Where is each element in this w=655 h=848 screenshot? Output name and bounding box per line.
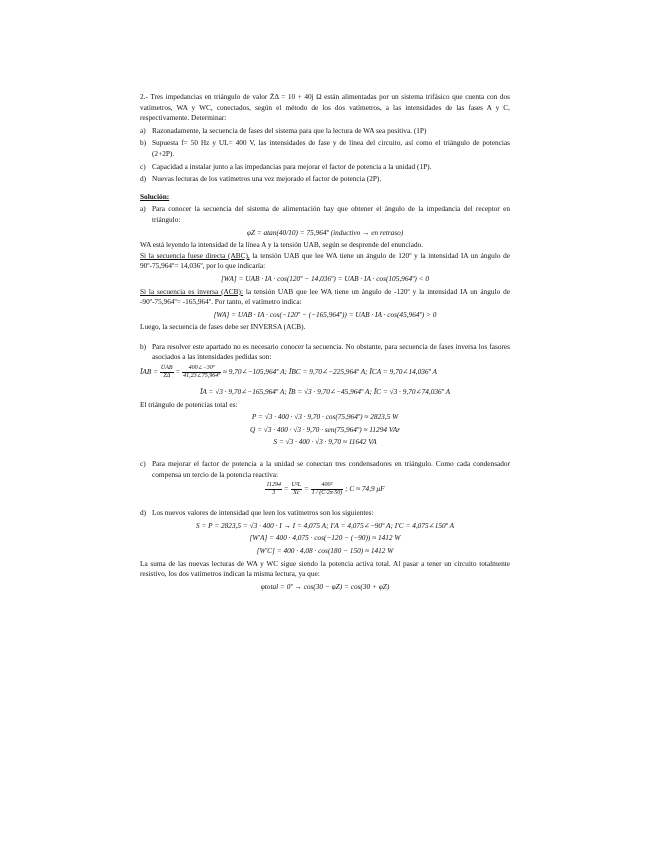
solution-d <box>140 508 510 519</box>
equation-wa-direct: [WA] = UAB · IA · cos(120º − 14,036º) = UAB · IA · cos(105,964º) < 0 <box>220 273 430 283</box>
solution-a-text: Para conocer la secuencia del sistema de alimentación hay que obtener el ángulo de la impedancia del receptor en triángulo: <box>152 204 510 224</box>
fraction-denominator: 1 / (C·2π·50) <box>311 490 343 497</box>
question-b-label: b) <box>140 138 147 148</box>
question-b-text: Supuesta f= 50 Hz y UL= 400 V, las intensidades de fase y de línea del circuito, así como el triángulo de potencias (2+2P). <box>152 138 510 158</box>
question-d-text: Nuevas lecturas de los vatímetros una vez mejorado el factor de potencia (2P). <box>152 174 382 184</box>
solution-c-text: Para mejorar el factor de potencia a la unidad se conectan tres condensadores en triángulo. Como cada condensador compensa un tercio de la potencia reactiva: <box>152 459 510 479</box>
fraction-ul-xc <box>291 482 302 497</box>
fraction-denominator: Z̄Δ <box>163 373 171 380</box>
question-d <box>140 174 510 185</box>
equation-reactive-power: Q = √3 · 400 · √3 · 9,70 · sen(75,964º) ≈ 11294 VAr <box>249 424 401 434</box>
question-a-label: a) <box>140 125 146 135</box>
solution-d-text: Los nuevos valores de intensidad que leen los vatímetros son los siguientes: <box>152 508 374 518</box>
power-triangle-intro: El triángulo de potencias total es: <box>140 399 238 409</box>
fraction-numerator: 400∠−30º <box>182 365 221 373</box>
solution-b-label: b) <box>140 341 147 351</box>
fraction-denominator: 41,23∠75,964º <box>183 373 221 380</box>
equation-new-current: S = P = 2823,5 = √3 · 400 · I → I = 4,075 A; I′A = 4,075∠−90º A; I′C = 4,075∠150º A <box>195 520 455 530</box>
solution-b-text: Para resolver este apartado no es necesario conocer la secuencia. No obstante, para secuencia de fases inversa los fasores asociados a las intensidades pedidas son: <box>152 341 510 362</box>
question-c-label: c) <box>140 161 146 171</box>
question-a-text: Razonadamente, la secuencia de fases del sistema para que la lectura de WA sea positiva. (1P) <box>152 125 427 135</box>
equation-active-power: P = √3 · 400 · √3 · 9,70 · cos(75,964º) ≈ 2823,5 W <box>251 412 399 422</box>
fraction-uab-z <box>160 365 174 380</box>
equation-phase-currents: ĪAB = $\frac{\text{ŪAB}}{Z̄\Delta}$ = $\frac{\text{400∠−30º}}{\text{41,23∠75,964º}}$ ≈ 9,70∠−105,964º A; ĪBC = 9,70∠−225,964º A; ĪCA = 9,70∠14,036º A <box>140 365 437 380</box>
solution-d-label: d) <box>140 508 147 518</box>
equation-apparent-power: S = √3 · 400 · √3 · 9,70 ≈ 11642 VA <box>273 437 377 447</box>
equation-new-wa: [W′A] = 400 · 4,075 · cos(−120 − (−90)) ≈ 1412 W <box>249 533 401 543</box>
solution-a-paragraph-1: WA está leyendo la intensidad de la línea A y la tensión UAB, según se desprende del enunciado. <box>140 240 424 250</box>
inverse-sequence-text: la tensión UAB que lee WA tiene un ángulo de -120º y la intensidad IA un ángulo de -90º-75,964º= -165,964º. Por tanto, el vatímetro indica: <box>140 286 510 307</box>
solution-d-paragraph: La suma de las nuevas lecturas de WA y WC sigue siendo la potencia activa total. Al pasar a tener un circuito totalmente resistivo, los dos vatímetros indican la misma lectura, ya que: <box>140 558 510 579</box>
solution-a <box>140 204 510 225</box>
fraction-q-third <box>265 482 282 497</box>
solution-a-paragraph-3 <box>140 287 510 308</box>
fraction-numerator: 11294 <box>266 482 281 489</box>
fraction-denominator: 3 <box>272 490 276 497</box>
question-d-label: d) <box>140 174 147 184</box>
fraction-denominator: Xc <box>293 490 300 497</box>
equation-new-wc: [W′C] = 400 · 4,08 · cos(180 − 150) ≈ 1412 W <box>256 546 394 555</box>
equation-line-currents: ĪA = √3 · 9,70∠−165,964º A; ĪB = √3 · 9,70∠−45,964º A; ĪC = √3 · 9,70∠74,036º A <box>199 387 451 397</box>
equation-phi-z: φZ = atan(40/10) = 75,964º (inductivo → en retraso) <box>246 227 404 237</box>
equation-wa-inverse: [WA] = UAB · IA · cos(−120º − (−165,964º)) = UAB · IA · cos(45,964º) > 0 <box>213 309 437 319</box>
eq-phase-currents-rest: ≈ 9,70∠−105,964º A; ĪBC = 9,70∠−225,964º A; ĪCA = 9,70∠14,036º A <box>222 367 437 377</box>
problem-statement: 2.- Tres impedancias en triángulo de valor Z̄Δ = 10 + 40j Ω están alimentadas por un sistema trifásico que cuenta con dos vatímetros, WA y WC, conectados, según el método de los dos vatímetros, a las intensidades de las fases A y C, respectivamente. Determinar: <box>140 92 510 123</box>
solution-c-label: c) <box>140 459 146 469</box>
solution-a-conclusion: Luego, la secuencia de fases debe ser INVERSA (ACB). <box>140 322 306 332</box>
direct-sequence-label: Si la secuencia fuese directa (ABC), <box>140 250 250 260</box>
question-c-text: Capacidad a instalar junto a las impedancias para mejorar el factor de potencia a la unidad (1P). <box>152 161 432 171</box>
solution-a-paragraph-2 <box>140 251 510 272</box>
fraction-numerator: ŪAB <box>160 365 173 372</box>
direct-sequence-text: la tensión UAB que lee WA tiene un ángulo de 120º y la intensidad IA un ángulo de 90º-75,964º= 14,036º, por lo que indicaría: <box>140 250 510 271</box>
eq-iab-lhs: ĪAB = <box>140 367 159 377</box>
document-page <box>140 92 510 594</box>
inverse-sequence-label: Si la secuencia es inversa (ACB): <box>140 286 243 296</box>
solution-heading: Solución: <box>140 191 170 201</box>
fraction-numerator: U²L <box>291 482 302 489</box>
capacitance-result: ; C ≈ 74,9 μF <box>345 484 385 494</box>
solution-b <box>140 342 510 363</box>
question-b <box>140 138 510 159</box>
question-a <box>140 126 510 137</box>
fraction-values <box>182 365 221 380</box>
fraction-numerator: 400² <box>311 482 344 490</box>
solution-a-label: a) <box>140 204 146 214</box>
equation-capacitance: $\frac{11294}{3}$ = $\frac{\text{U²L}}{Xc}$ = $\frac{\text{400²}}{1 / (C\cdot 2\pi\cdot 50)}$ ; C ≈ 74,9 μF <box>266 482 385 497</box>
equation-phi-total: φtotal = 0º → cos(30 − φZ) = cos(30 + φZ) <box>260 581 390 591</box>
solution-c <box>140 459 510 480</box>
fraction-capacitor <box>311 482 344 497</box>
question-c <box>140 162 510 173</box>
